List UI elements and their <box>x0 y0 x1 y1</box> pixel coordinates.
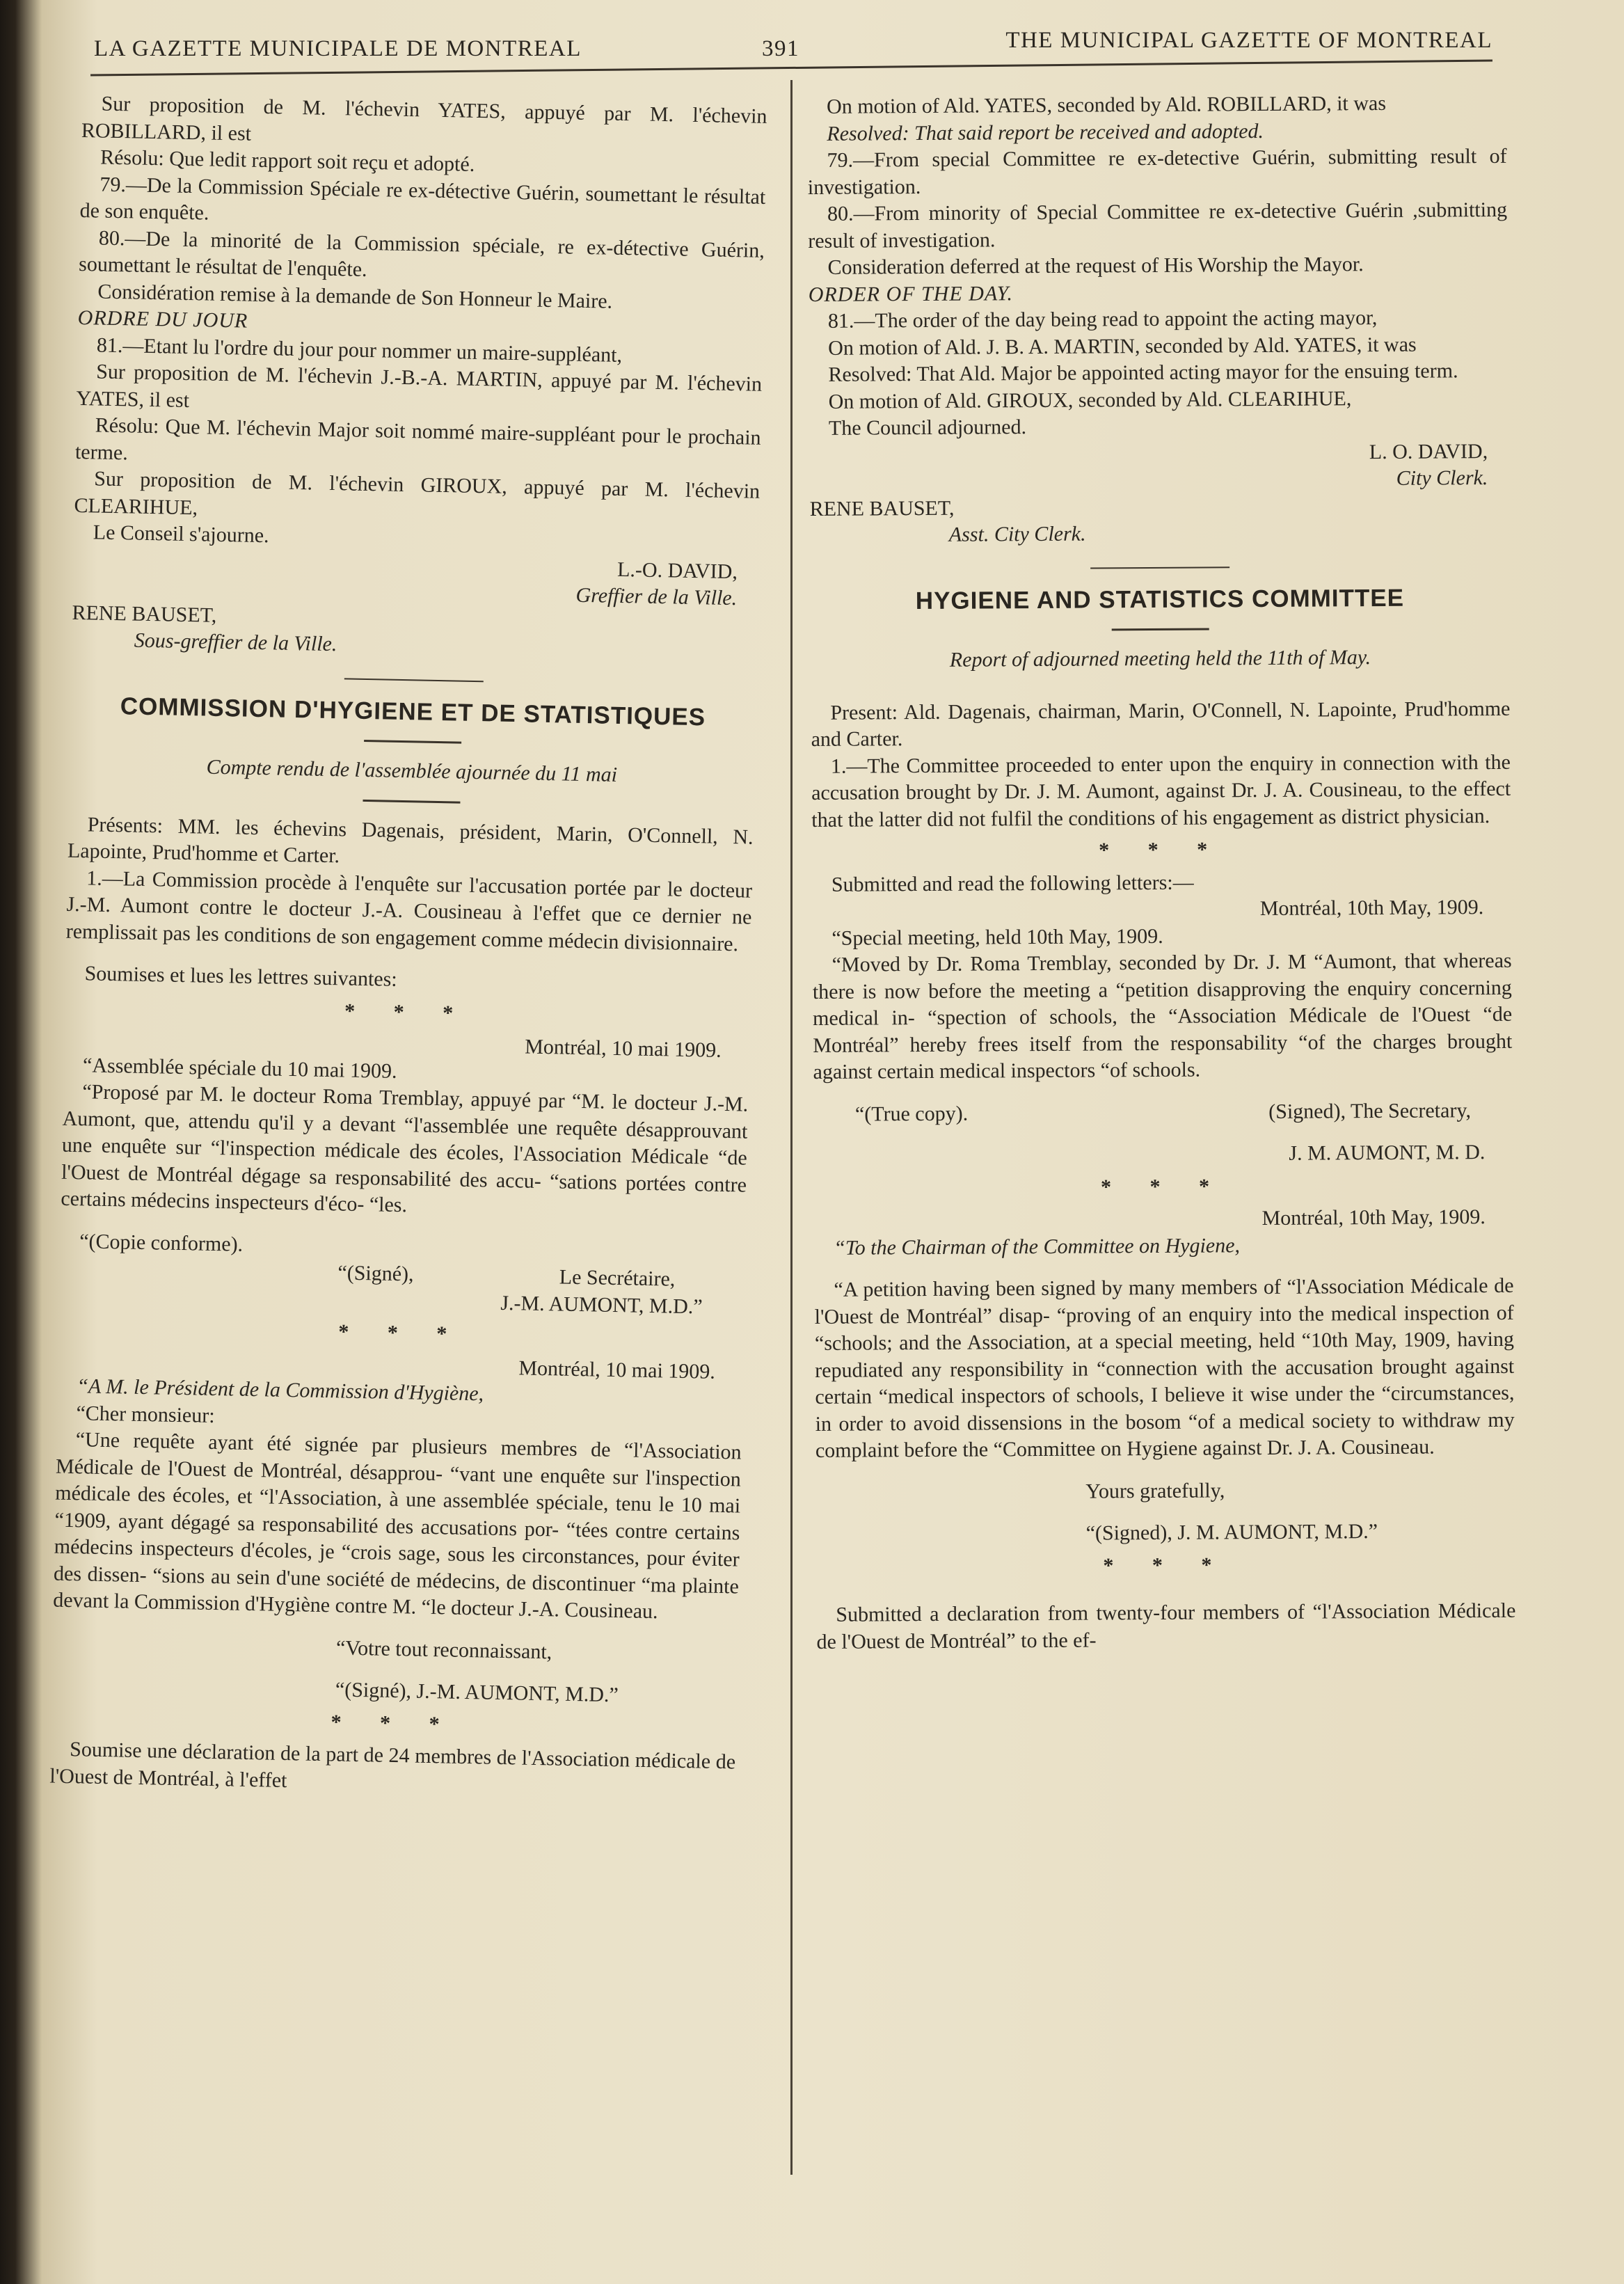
en-signed-secretary: (Signed), The Secretary, <box>1268 1098 1472 1123</box>
en-date-1: Montréal, 10th May, 1909. <box>1259 896 1484 921</box>
fr-stars-1: * * * <box>344 999 470 1025</box>
en-item-81: 81.—The order of the day being read to appoint the acting mayor, <box>827 306 1378 333</box>
en-item-80: 80.—From minority of Special Committee re ex-detective Guérin ,submitting result of investigation. <box>808 198 1508 253</box>
en-sig-david: L. O. DAVID, <box>1369 439 1488 463</box>
en-final: Submitted a declaration from twenty-four members of “l'Association Médicale de l'Ouest de Montréal” to the ef- <box>816 1599 1516 1653</box>
en-adjourn: The Council adjourned. <box>828 415 1027 440</box>
en-meeting: “Special meeting, held 10th May, 1909. <box>831 924 1163 950</box>
fr-item-79: 79.—De la Commission Spéciale re ex-détective Guérin, soumettant le résultat de son enquête. <box>79 173 766 225</box>
en-yours: Yours gratefully, <box>1085 1478 1225 1503</box>
fr-signed: “(Signé), <box>337 1261 414 1286</box>
fr-resolved-report: Résolu: Que ledit rapport soit reçu et adopté. <box>99 145 475 176</box>
en-sig-bauset-title: Asst. City Clerk. <box>948 522 1086 546</box>
fr-subtitle-rule <box>363 799 460 803</box>
fr-adjourn: Le Conseil s'ajourne. <box>93 521 269 548</box>
fr-item-80: 80.—De la minorité de la Commission spéciale, re ex-détective Guérin, soumettant le résultat de l'enquête. <box>78 226 765 281</box>
fr-aumont-1: J.-M. AUMONT, M.D.” <box>500 1291 703 1318</box>
en-true-copy: “(True copy). <box>854 1102 969 1126</box>
fr-motion-yates: Sur proposition de M. l'échevin YATES, appuyé par M. l'échevin ROBILLARD, il est <box>81 92 767 145</box>
en-stars-3: * * * <box>1103 1553 1229 1577</box>
en-order-heading: ORDER OF THE DAY. <box>808 281 1014 306</box>
fr-date-2: Montréal, 10 mai 1909. <box>518 1356 716 1383</box>
fr-to-president: “A M. le Président de la Commission d'Hygiène, <box>76 1374 484 1406</box>
fr-stars-2: * * * <box>338 1320 464 1346</box>
en-title-rule <box>1111 628 1209 631</box>
en-stars-1: * * * <box>1099 838 1225 862</box>
column-divider <box>790 80 793 2175</box>
en-letter-body: “A petition having been signed by many members of “l'Association Médicale de l'Ouest de Montréal” disap- “proving of an enquiry into the medical inspection of “schools; and the Association, at a special meeting, held “10th May, 1909, having repudiated any responsibility in “connection with the accusation brought against certain “medical inspectors of schools, I believe it wise under the “circumstances, in order to avoid dissensions in the bosom “of a medical society to withdraw my complaint before the “Committee on Hygiene against Dr. J. A. Cousineau. <box>814 1274 1515 1462</box>
en-resolved-report: Resolved: That said report be received and adopted. <box>827 119 1264 145</box>
fr-signed-2: “(Signé), J.-M. AUMONT, M.D.” <box>335 1678 619 1707</box>
en-moved: “Moved by Dr. Roma Tremblay, seconded by Dr. J. M “Aumont, that whereas there is now before the meeting a “petition disapproving the enquiry concerning medical in- “spection of schools, the “Association Médicale de l'Ouest “de Montréal” hereby frees itself from the responsability “of the charges brought against certain medical inspectors “of schools. <box>812 949 1513 1084</box>
en-motion-giroux: On motion of Ald. GIROUX, seconded by Ald. CLEARIHUE, <box>828 386 1352 413</box>
fr-separator <box>344 678 483 682</box>
fr-stars-3: * * * <box>331 1710 456 1736</box>
fr-meeting: “Assemblée spéciale du 10 mai 1909. <box>82 1053 397 1083</box>
fr-cher: “Cher monsieur: <box>76 1401 215 1427</box>
fr-resolved-major: Résolu: Que M. l'échevin Major soit nommé maire-suppléant pour le prochain terme. <box>74 413 761 464</box>
en-signed-2: “(Signed), J. M. AUMONT, M.D.” <box>1085 1520 1378 1545</box>
fr-sig-david: L.-O. DAVID, <box>616 557 738 583</box>
fr-item-1: 1.—La Commission procède à l'enquête sur l'accusation portée par le docteur J.-M. Aumont contre le docteur J.-A. Cousineau à l'effet que ce dernier ne remplissait pas les conditions de son engagement comme médecin divisionnaire. <box>65 866 753 955</box>
en-resolved-major: Resolved: That Ald. Major be appointed acting mayor for the ensuing term. <box>828 359 1458 386</box>
fr-moved: “Proposé par M. le docteur Roma Tremblay, appuyé par “M. le docteur J.-M. Aumont, que, attendu qu'il y a devant “l'assemblée une requête désapprouvant une enquête sur “l'inspection médicale des écoles, l'Association Médicale “de l'Ouest de Montréal dégage sa responsabilité des accu- “sations portées contre certains médecins inspecteurs d'éco- “les. <box>61 1080 749 1217</box>
fr-section-title: COMMISSION D'HYGIENE ET DE STATISTIQUES <box>120 692 706 731</box>
en-item-1: 1.—The Committee proceeded to enter upon the enquiry in connection with the accusation brought by Dr. J. M. Aumont, against Dr. J. A. Cousineau, to the effect that the latter did not fulfil the conditions of his engagement as district physician. <box>811 750 1511 832</box>
french-column <box>49 90 767 1802</box>
fr-order-heading: ORDRE DU JOUR <box>77 306 248 333</box>
en-motion-yates: On motion of Ald. YATES, seconded by Ald. ROBILLARD, it was <box>827 91 1387 118</box>
fr-consideration: Considération remise à la demande de Son Honneur le Maire. <box>97 279 613 313</box>
header-english-title: THE MUNICIPAL GAZETTE OF MONTREAL <box>1005 28 1492 53</box>
en-stars-2: * * * <box>1101 1174 1227 1198</box>
en-to-chairman: “To the Chairman of the Committee on Hygiene, <box>834 1233 1241 1260</box>
fr-sig-bauset: RENE BAUSET, <box>72 601 217 627</box>
en-letters-intro: Submitted and read the following letters:— <box>831 871 1194 896</box>
en-motion-martin: On motion of Ald. J. B. A. MARTIN, seconded by Ald. YATES, it was <box>828 333 1417 360</box>
fr-item-81: 81.—Etant lu l'ordre du jour pour nommer un maire-suppléant, <box>96 333 623 367</box>
fr-sig-bauset-title: Sous-greffier de la Ville. <box>134 628 337 656</box>
en-consideration: Consideration deferred at the request of His Worship the Mayor. <box>827 253 1364 279</box>
fr-present: Présents: MM. les échevins Dagenais, président, Marin, O'Connell, N. Lapointe, Prud'homme et Carter. <box>67 812 754 868</box>
fr-sig-david-title: Greffier de la Ville. <box>575 583 738 610</box>
en-item-79: 79.—From special Committee re ex-detective Guérin, submitting result of investigation. <box>807 144 1507 199</box>
en-section-subtitle: Report of adjourned meeting held the 11th of May. <box>949 646 1371 672</box>
fr-motion-martin: Sur proposition de M. l'échevin J.-B.-A. MARTIN, appuyé par M. l'échevin YATES, il est <box>76 360 763 412</box>
fr-copy: “(Copie conforme). <box>79 1229 244 1256</box>
fr-letter-body: “Une requête ayant été signée par plusieurs membres de “l'Association Médicale de l'Ouest de Montréal, désapprou- “vant une enquête sur l'inspection médicale des écoles, et “l'Association, à une assemblée spéciale, tenu le 10 mai “1909, ayant dégagé sa responsabilité des accusations por- “tées contre certains médecins inspecteurs d'écoles, je “crois sage, sous les circonstances, pour éviter des dissen- “sions au sein d'une société de médecins, de discontinuer “ma plainte devant la Commission d'Hygiène contre M. “le docteur J.-A. Cousineau. <box>53 1428 742 1624</box>
en-present: Present: Ald. Dagenais, chairman, Marin, O'Connell, N. Lapointe, Prud'homme and Carter. <box>811 697 1511 751</box>
fr-motion-giroux: Sur proposition de M. l'échevin GIROUX, appuyé par M. l'échevin CLEARIHUE, <box>74 467 761 519</box>
fr-final: Soumise une déclaration de la part de 24 membres de l'Association médicale de l'Ouest de Montréal, à l'effet <box>49 1738 736 1792</box>
page-number: 391 <box>762 36 799 61</box>
en-date-2: Montréal, 10th May, 1909. <box>1261 1205 1486 1230</box>
fr-section-subtitle: Compte rendu de l'assemblée ajournée du 11 mai <box>206 755 618 786</box>
en-section-title: HYGIENE AND STATISTICS COMMITTEE <box>915 584 1405 614</box>
english-column <box>807 90 1516 1656</box>
en-signature-line <box>813 1097 1513 1128</box>
fr-letters-intro: Soumises et lues les lettres suivantes: <box>84 962 397 991</box>
fr-title-rule <box>364 740 461 744</box>
en-aumont-1: J. M. AUMONT, M. D. <box>1289 1141 1486 1165</box>
fr-date-1: Montréal, 10 mai 1909. <box>524 1035 722 1062</box>
en-sig-bauset: RENE BAUSET, <box>809 496 955 521</box>
fr-votre: “Votre tout reconnaissant, <box>335 1635 552 1663</box>
fr-secretary: Le Secrétaire, <box>559 1265 676 1291</box>
header-french-title: LA GAZETTE MUNICIPALE DE MONTREAL <box>94 36 582 61</box>
en-sig-david-title: City Clerk. <box>1396 466 1488 490</box>
en-separator <box>1090 566 1229 569</box>
